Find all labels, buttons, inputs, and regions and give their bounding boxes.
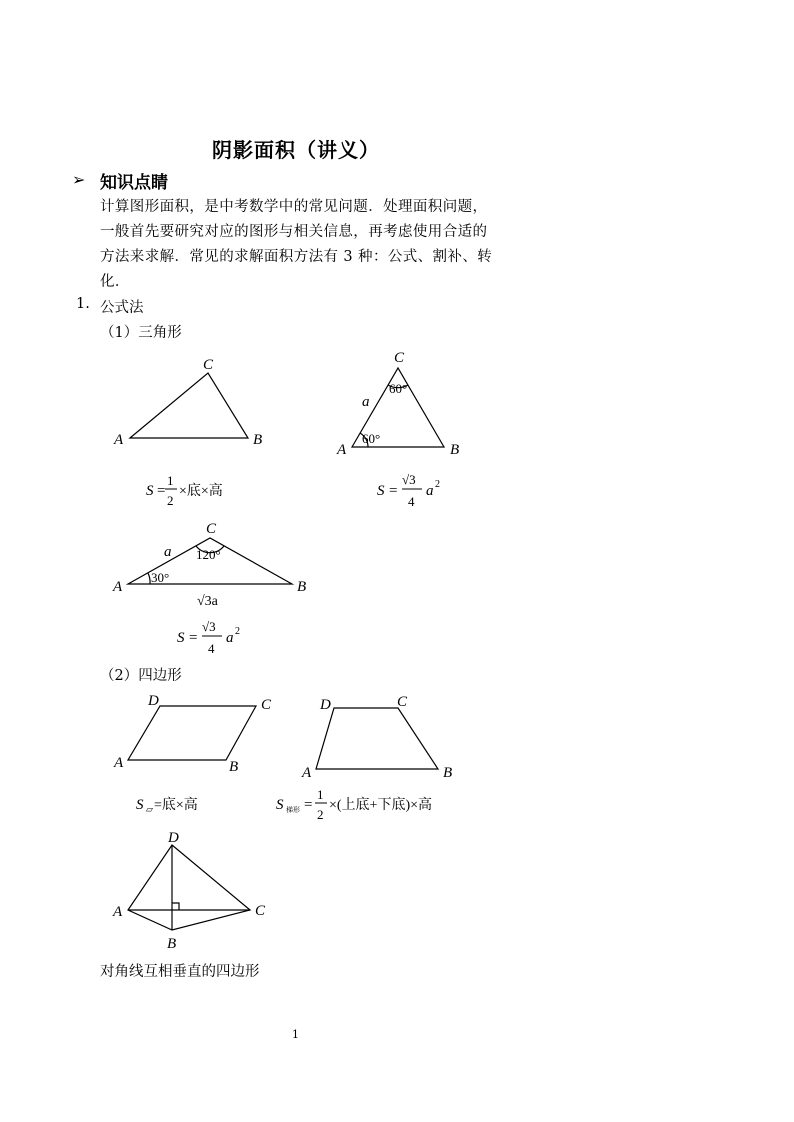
- formula2-var: a: [426, 483, 434, 499]
- formula2-s: S: [377, 483, 385, 499]
- fig4-parallelogram: [128, 706, 256, 760]
- fig3-label-a: A: [113, 579, 123, 595]
- fig4-label-c: C: [261, 697, 272, 713]
- intro-line-2: 一般首先要研究对应的图形与相关信息，再考虑使用合适的: [100, 224, 488, 240]
- fig4-label-b: B: [229, 759, 239, 775]
- formula4-rest: =底×高: [154, 798, 198, 813]
- fig5-trapezoid: [316, 708, 438, 769]
- fig3-angle-top: 120°: [196, 547, 221, 562]
- fig4-label-d: D: [148, 693, 159, 709]
- fig2-angle-top: 60°: [389, 381, 408, 396]
- formula2-num: √3: [402, 472, 416, 487]
- fig6-caption: 对角线互相垂直的四边形: [100, 964, 260, 980]
- fig2-label-side: a: [362, 394, 370, 410]
- fig3-angle-left: 30°: [151, 570, 170, 585]
- intro-line-4: 化．: [100, 274, 130, 290]
- formula1-num: 1: [167, 473, 174, 488]
- formula5-eq: =: [304, 797, 313, 813]
- formula1-den: 2: [167, 493, 174, 508]
- intro-line-3: 方法来求解．常见的求解面积方法有 3 种：公式、割补、转: [100, 249, 493, 265]
- fig6-label-d: D: [168, 830, 179, 846]
- fig3-label-c: C: [206, 521, 217, 537]
- fig3-label-side: a: [164, 544, 172, 560]
- fig2-label-a: A: [337, 442, 347, 458]
- fig2-label-b: B: [450, 442, 460, 458]
- fig4-label-a: A: [114, 755, 124, 771]
- formula5-sub: 梯形: [286, 806, 300, 814]
- fig1-triangle: [130, 373, 248, 438]
- fig6-right-angle-mark: [172, 903, 179, 910]
- formula1-rest: ×底×高: [179, 484, 223, 499]
- formula3-den: 4: [208, 641, 215, 656]
- subsection-quadrilateral: （2）四边形: [100, 668, 182, 684]
- formula3-num: √3: [202, 619, 216, 634]
- fig2-angle-bottom: 60°: [362, 431, 381, 446]
- formula3-var: a: [226, 630, 234, 646]
- formula4-s: S: [136, 797, 144, 813]
- formula2-eq: =: [389, 483, 398, 499]
- fig1-label-b: B: [253, 432, 263, 448]
- formula1-s: S: [146, 483, 154, 499]
- section-bullet-icon: ➢: [72, 170, 86, 189]
- fig5-label-c: C: [397, 694, 408, 710]
- formula4-sub: ▱: [146, 804, 153, 814]
- section-heading: 知识点睛: [100, 173, 168, 193]
- formula5-s: S: [276, 797, 284, 813]
- fig5-label-a: A: [302, 765, 312, 781]
- fig1-label-a: A: [114, 432, 124, 448]
- page-number: 1: [292, 1028, 299, 1041]
- fig5-label-d: D: [320, 697, 331, 713]
- fig1-label-c: C: [203, 357, 214, 373]
- item-label: 公式法: [100, 300, 144, 316]
- formula2-den: 4: [408, 494, 415, 509]
- formula5-rest: ×(上底+下底)×高: [329, 798, 433, 813]
- fig6-label-b: B: [167, 936, 177, 952]
- fig6-label-c: C: [255, 903, 266, 919]
- formula5-den: 2: [317, 807, 324, 822]
- fig3-angle-arc-left: [148, 573, 150, 584]
- formula5-num: 1: [317, 787, 324, 802]
- formula3-exp: 2: [235, 626, 240, 637]
- subsection-triangle: （1）三角形: [100, 325, 182, 341]
- fig3-label-base: √3a: [197, 594, 218, 609]
- fig6-quadrilateral: [128, 845, 250, 930]
- fig6-label-a: A: [113, 904, 123, 920]
- intro-line-1: 计算图形面积，是中考数学中的常见问题．处理面积问题，: [100, 199, 488, 215]
- fig3-label-b: B: [297, 579, 307, 595]
- page-title: 阴影面积（讲义）: [212, 138, 380, 162]
- fig2-label-c: C: [394, 350, 405, 366]
- formula3-s: S: [177, 630, 185, 646]
- item-number: 1.: [76, 296, 90, 312]
- fig5-label-b: B: [443, 765, 453, 781]
- formula1-eq: =: [157, 483, 166, 499]
- formula3-eq: =: [189, 630, 198, 646]
- formula2-exp: 2: [435, 479, 440, 490]
